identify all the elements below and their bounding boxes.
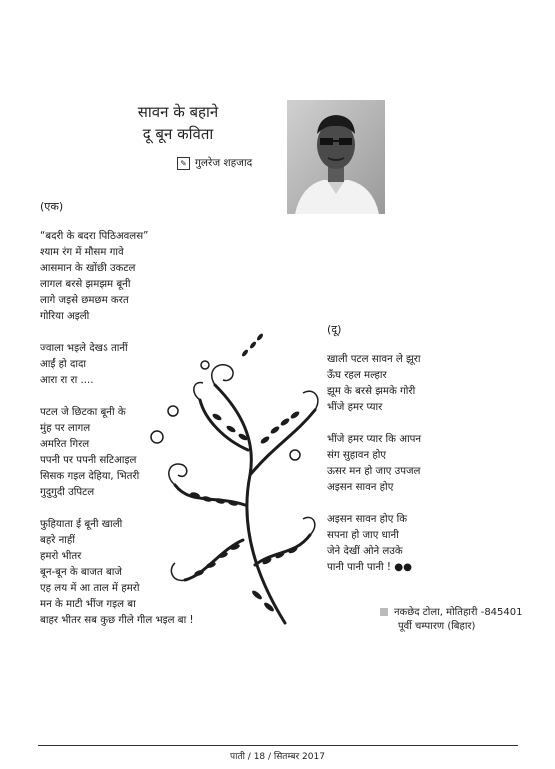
poem-line: पानी पानी पानी ! ●● — [327, 562, 412, 573]
poem-line: सिसक गइल देहिया, भितरी — [40, 471, 140, 482]
poem-title-line1: सावन के बहाने — [137, 103, 219, 121]
poem-line: लागल बरसे झमझम बूनी — [40, 279, 131, 290]
author-name: गुलरेज शहजाद — [195, 157, 253, 169]
poem-line: गोरिया अइली — [40, 311, 90, 322]
address-line2: पूर्वी चम्पारण (बिहार) — [398, 621, 476, 632]
poem-line: अइसन सावन होए कि — [327, 514, 408, 525]
footer-divider — [38, 745, 518, 746]
poem-line: आईं हो दादा — [40, 359, 87, 370]
poem-line: सपना हो जाए धानी — [327, 530, 399, 541]
poem-line: मन के माटी भींज गइल बा — [40, 599, 136, 610]
page-footer: पाती / 18 / सितम्बर 2017 — [230, 752, 325, 762]
poem-line: संग सुहावन होए — [327, 450, 387, 461]
poem-line: बून-बून के बाजत बाजे — [40, 567, 122, 578]
poem-line — [327, 496, 421, 512]
author-address — [380, 606, 523, 634]
poem-line: बाहर भीतर सब कुछ गीले गील भइल बा ! — [40, 615, 194, 626]
poem-line: मुंह पर लागल — [40, 423, 91, 434]
poem-line: आरा रा रा .... — [40, 375, 94, 386]
poem-line: गुदुगुदी उपिटल — [40, 487, 95, 498]
floral-ornament — [145, 325, 325, 625]
poem-line: खाली पटल सावन ले झूरा — [327, 354, 421, 365]
poem-line: अइसन सावन होए — [327, 482, 394, 493]
poem-line: फुहियाता ई बूनी खाली — [40, 519, 123, 530]
poem-one-heading: (एक) — [40, 200, 64, 213]
poem-line: झूम के बरसे झमके गोरी — [327, 386, 416, 397]
poem-line — [327, 416, 421, 432]
pen-icon: ✎ — [177, 157, 190, 170]
poem-title-line2: दू बून कविता — [142, 125, 214, 143]
author-photo — [287, 100, 385, 214]
poem-line: पटल जे छिटका बूनी के — [40, 407, 126, 418]
author-credit — [177, 156, 252, 170]
poem-line: हमरो भीतर — [40, 551, 82, 562]
poem-line: जेने देखीं ओने लउके — [327, 546, 403, 557]
poem-line: ऊसर मन हो जाए उपजल — [327, 466, 421, 477]
poem-two — [327, 322, 421, 576]
poem-line: आसमान के खोंछी उकटल — [40, 263, 136, 274]
address-line1: नकछेद टोला, मोतिहारी -845401 — [380, 606, 523, 620]
poem-line: अमरित गिरल — [40, 439, 90, 450]
poem-line: बहरे नाहीं — [40, 535, 75, 546]
poem-line: भींजे हमर प्यार — [327, 402, 383, 413]
poem-two-heading: (दू) — [327, 323, 342, 336]
poem-line: श्याम रंग में मौसम गावे — [40, 247, 124, 258]
poem-line: एह लय में आ ताल में हमरो — [40, 583, 140, 594]
square-bullet-icon — [380, 608, 388, 616]
poem-line: भींजे हमर प्यार कि आपन — [327, 434, 422, 445]
poem-line: ज्वाला भइले देखऽ तानीं — [40, 343, 128, 354]
poem-line: ऊँघ रहल मल्हार — [327, 370, 387, 381]
poem-line: लागे जइसे छमछम करत — [40, 295, 129, 306]
poem-line: पपनी पर पपनी सटिआइल — [40, 455, 137, 466]
poem-line: “बदरी के बदरा पिठिअवलस” — [40, 231, 149, 242]
